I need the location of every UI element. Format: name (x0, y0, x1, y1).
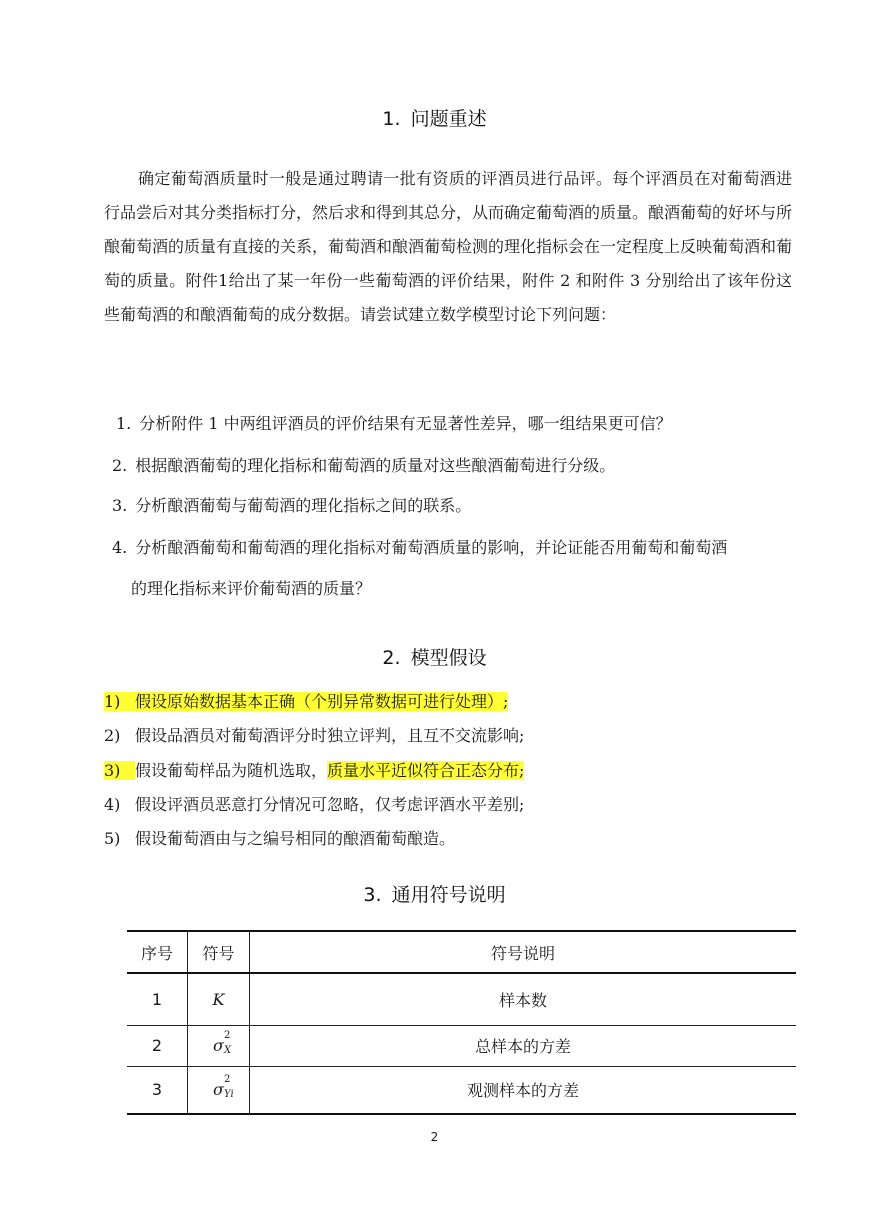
description-cell: 观测样本的方差 (250, 1066, 797, 1114)
section-number: 3. (363, 884, 382, 906)
question-text: 分析酿酒葡萄和葡萄酒的理化指标对葡萄酒质量的影响，并论证能否用葡萄和葡萄酒 (135, 538, 728, 557)
section-title: 模型假设 (410, 647, 487, 669)
symbol-cell (188, 973, 250, 1025)
assumption-item (104, 725, 524, 747)
symbol: σ (213, 1036, 224, 1055)
question-text: 分析附件 1 中两组评酒员的评价结果有无显著性差异，哪一组结果更可信？ (139, 414, 672, 433)
assumption-text: 假设葡萄样品为随机选取， (135, 761, 328, 780)
row-number: 1 (127, 973, 188, 1025)
column-header: 序号 (127, 931, 188, 973)
symbol-table (127, 930, 796, 1115)
assumption-text: 假设葡萄酒由与之编号相同的酿酒葡萄酿造。 (135, 829, 456, 848)
question-item (112, 537, 727, 559)
highlighted-text (104, 692, 508, 711)
section-number: 2. (382, 647, 401, 669)
assumption-number: 1) (104, 692, 121, 711)
column-header: 符号 (188, 931, 250, 973)
subscript: Yi (224, 1089, 234, 1101)
assumption-number: 5) (104, 829, 121, 848)
section-heading-1 (0, 104, 869, 131)
table-row (127, 973, 796, 1025)
question-item (112, 455, 615, 477)
question-text: 根据酿酒葡萄的理化指标和葡萄酒的质量对这些酿酒葡萄进行分级。 (135, 456, 616, 475)
symbol-cell (188, 1066, 250, 1114)
math-symbol (213, 1030, 232, 1056)
intro-paragraph (104, 162, 792, 332)
question-number: 3. (112, 496, 128, 515)
question-continuation (131, 578, 371, 600)
assumption-item (104, 691, 508, 713)
assumption-number: 2) (104, 726, 121, 745)
section-title: 通用符号说明 (391, 884, 506, 906)
section-heading-3 (0, 880, 869, 907)
superscript: 2 (224, 1030, 231, 1041)
question-item (112, 495, 471, 517)
question-text: 分析酿酒葡萄与葡萄酒的理化指标之间的联系。 (135, 496, 472, 515)
assumption-item (104, 794, 524, 816)
subscript: X (224, 1045, 232, 1056)
assumption-number: 3) (104, 761, 121, 780)
table-row (127, 1066, 796, 1114)
page-number: 2 (430, 1130, 439, 1144)
table-row (127, 1025, 796, 1066)
symbol: K (212, 989, 225, 1009)
assumption-item (104, 760, 524, 782)
question-number: 2. (112, 456, 128, 475)
question-item (116, 413, 672, 435)
highlighted-text (104, 761, 135, 780)
question-number: 4. (112, 538, 128, 557)
assumption-text: 假设原始数据基本正确（个别异常数据可进行处理）; (135, 692, 509, 711)
row-number: 2 (127, 1025, 188, 1066)
column-header: 符号说明 (250, 931, 797, 973)
assumption-text: 假设品酒员对葡萄酒评分时独立评判，且互不交流影响; (135, 726, 525, 745)
superscript: 2 (224, 1074, 231, 1086)
section-number: 1. (382, 108, 401, 130)
section-heading-2 (0, 643, 869, 670)
paragraph-text: 确定葡萄酒质量时一般是通过聘请一批有资质的评酒员进行品评。每个评酒员在对葡萄酒进行品尝后对其分类指标打分，然后求和得到其总分，从而确定葡萄酒的质量。酿酒葡萄的好坏与所酿葡萄酒的质量有直接的关系，葡萄酒和酿酒葡萄检测的理化指标会在一定程度上反映葡萄酒和葡萄的质量。附件1给出了某一年份一些葡萄酒的评价结果，附件 2 和附件 3 分别给出了该年份这些葡萄酒的和酿酒葡萄的成分数据。请尝试建立数学模型讨论下列问题： (104, 169, 793, 324)
symbol: σ (213, 1080, 224, 1100)
assumption-number: 4) (104, 795, 121, 814)
highlighted-text: 质量水平近似符合正态分布; (327, 761, 525, 780)
description-cell: 样本数 (250, 973, 797, 1025)
table-header-row (127, 931, 796, 973)
section-title: 问题重述 (410, 108, 487, 130)
assumption-item (104, 828, 455, 850)
symbol-cell (188, 1025, 250, 1066)
question-text: 的理化指标来评价葡萄酒的质量？ (131, 579, 372, 598)
assumption-text: 假设评酒员恶意打分情况可忽略，仅考虑评酒水平差别; (135, 795, 525, 814)
row-number: 3 (127, 1066, 188, 1114)
math-symbol (213, 1074, 234, 1101)
description-cell: 总样本的方差 (250, 1025, 797, 1066)
question-number: 1. (116, 414, 132, 433)
